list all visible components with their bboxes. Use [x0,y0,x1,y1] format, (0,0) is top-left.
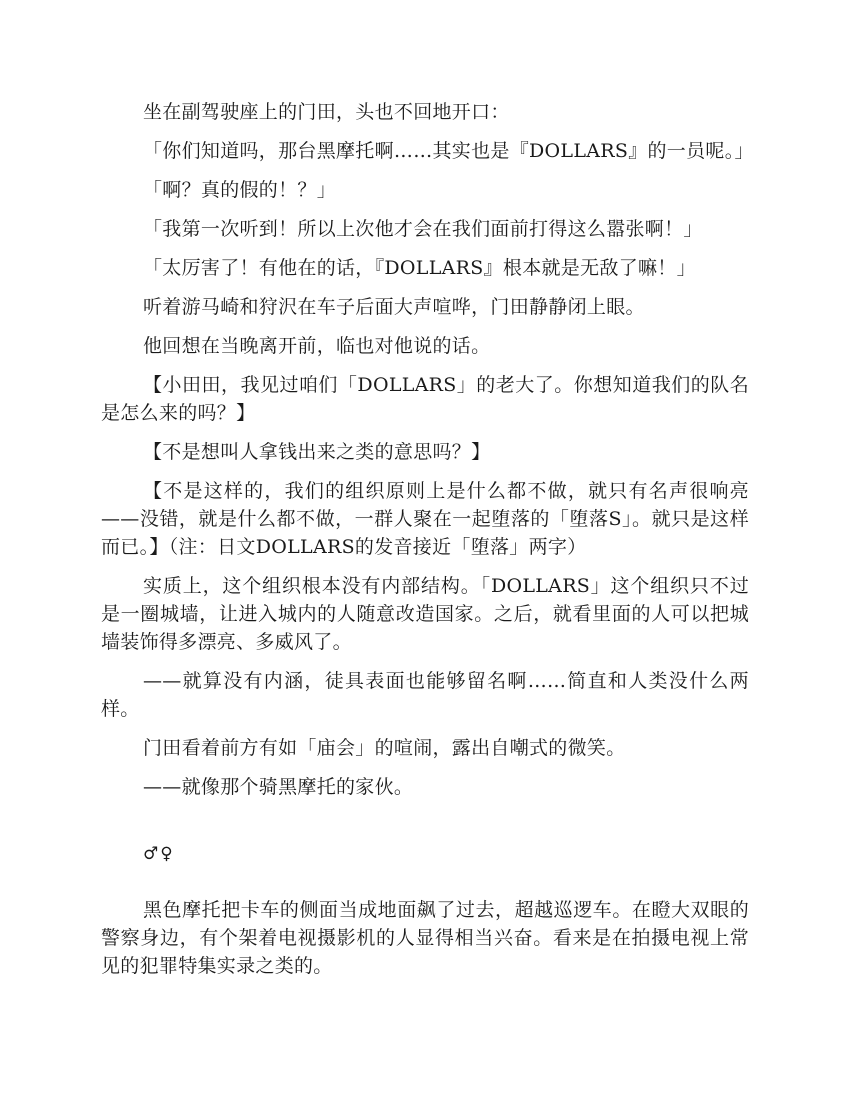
section-gap [101,812,749,840]
paragraph: 「我第一次听到！所以上次他才会在我们面前打得这么嚣张啊！」 [143,218,703,240]
document-page [101,98,754,991]
paragraph: 【不是这样的，我们的组织原则上是什么都不做，就只有名声很响亮——没错，就是什么都不做，一群人聚在一起堕落的「堕落S」。就只是这样而已。】（注：日文DOLLARS的发音接近「堕落」两字） [101,480,749,558]
paragraph: 门田看着前方有如「庙会」的喧闹，露出自嘲式的微笑。 [143,737,626,759]
paragraph: 黑色摩托把卡车的侧面当成地面飙了过去，超越巡逻车。在瞪大双眼的警察身边，有个架着电视摄影机的人显得相当兴奋。看来是在拍摄电视上常见的犯罪特集实录之类的。 [101,899,749,977]
paragraph: 「啊？真的假的！？」 [143,179,337,201]
paragraph: 「太厉害了！有他在的话，『DOLLARS』根本就是无敌了嘛！」 [143,257,696,279]
paragraph: 他回想在当晚离开前，临也对他说的话。 [143,335,491,357]
paragraph: 坐在副驾驶座上的门田，头也不回地开口： [143,101,510,123]
paragraph: 实质上，这个组织根本没有内部结构。「DOLLARS」这个组织只不过是一圈城墙，让进入城内的人随意改造国家。之后，就看里面的人可以把城墙装饰得多漂亮、多威风了。 [101,575,749,653]
paragraph: 「你们知道吗，那台黑摩托啊……其实也是『DOLLARS』的一员呢。」 [143,140,754,162]
paragraph: ——就像那个骑黑摩托的家伙。 [143,776,414,798]
paragraph: 【不是想叫人拿钱出来之类的意思吗？】 [143,441,491,463]
paragraph: 听着游马崎和狩沢在车子后面大声喧哗，门田静静闭上眼。 [143,296,645,318]
paragraph: ——就算没有内涵，徒具表面也能够留名啊……简直和人类没什么两样。 [101,670,749,720]
paragraph: 【小田田，我见过咱们「DOLLARS」的老大了。你想知道我们的队名是怎么来的吗？】 [101,374,749,424]
section-divider: ♂♀ [143,844,175,864]
section-gap [101,868,749,896]
